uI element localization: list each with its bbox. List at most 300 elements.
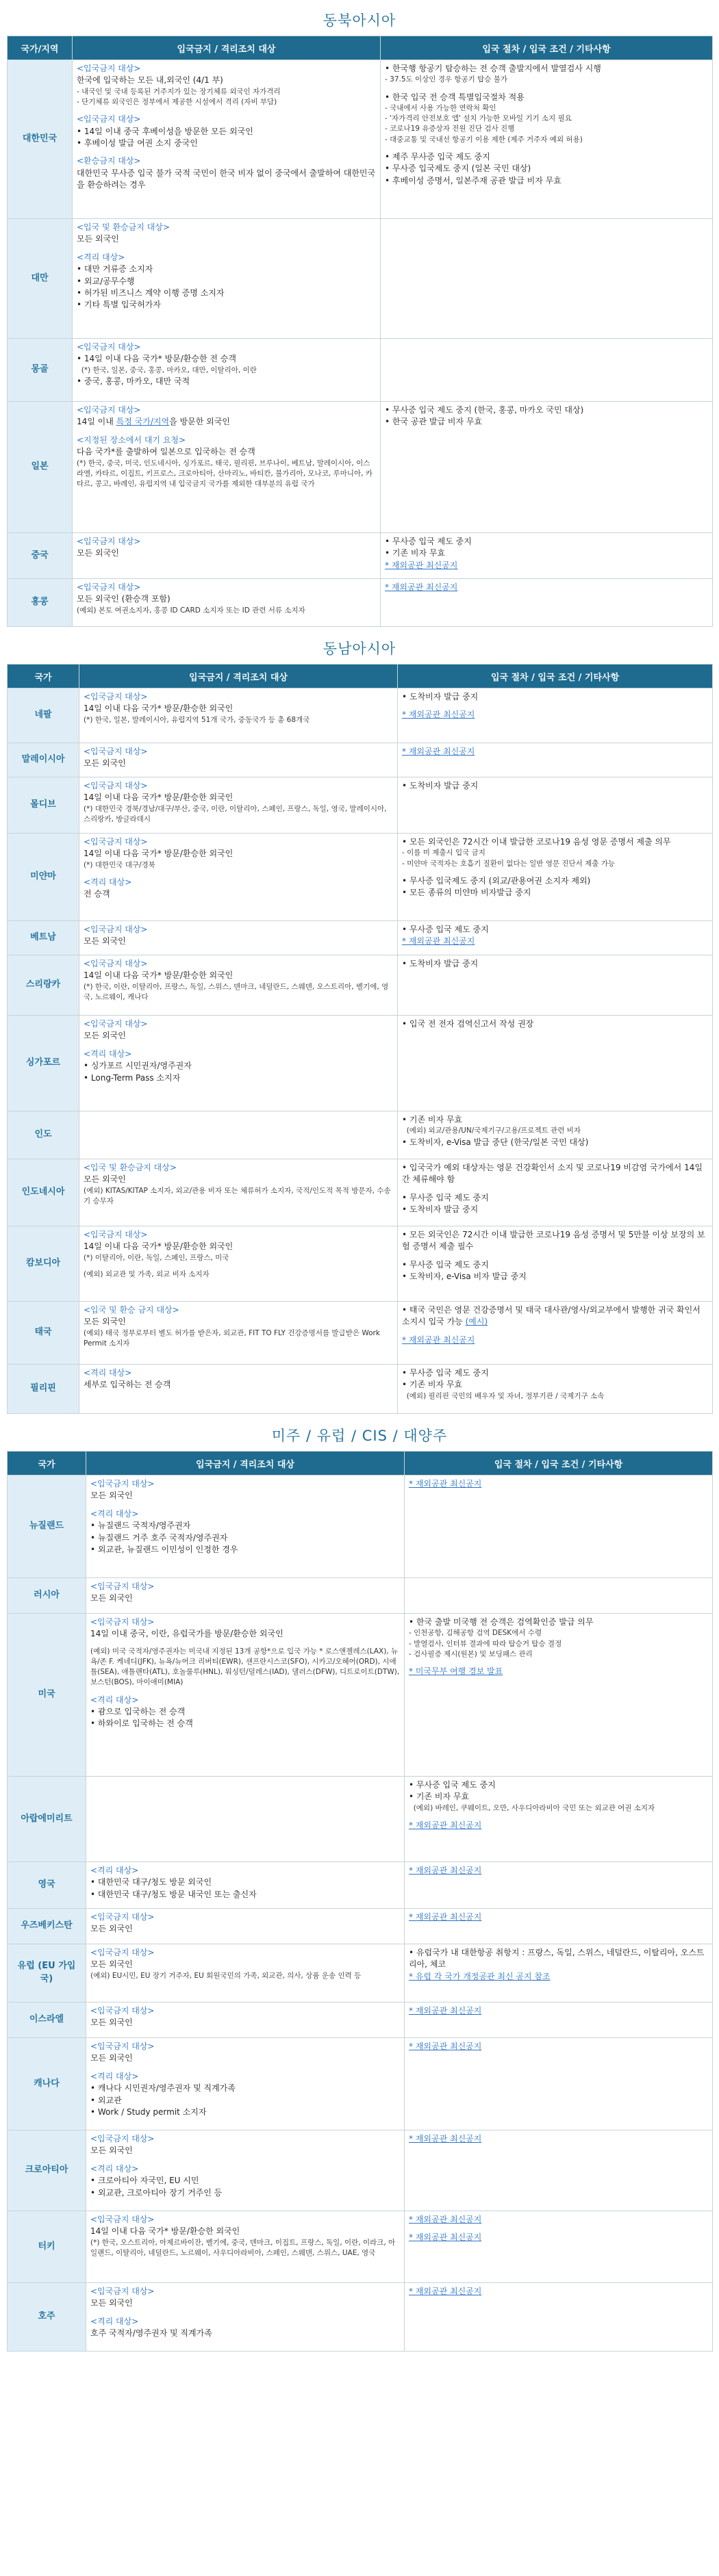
country-philippines: 필리핀 [8, 1365, 79, 1414]
country-israel: 이스라엘 [8, 2002, 86, 2038]
table-row [8, 921, 713, 955]
eu-ban-text: 모든 외국인 [90, 1959, 133, 1970]
usa-condition: • 한국 출발 미국행 전 승객은 검역확인증 발급 의무 [409, 1617, 594, 1627]
thailand-example-link[interactable]: (예시) [465, 1317, 488, 1327]
embassy-notice-link[interactable]: * 재외공관 최신공지 [409, 1866, 482, 1875]
turkey-ban-cell [86, 2211, 405, 2283]
eu-procedure-cell [405, 1944, 713, 2002]
uae-condition: • 무사증 입국 제도 중지 [409, 1780, 496, 1790]
embassy-notice-link[interactable]: * 재외공관 최신공지 [402, 747, 475, 756]
russia-procedure-cell [405, 1578, 713, 1614]
uk-ban-cell [86, 1862, 405, 1909]
label-entry-ban: <입국금지 대상> [84, 781, 148, 790]
table-row [8, 955, 713, 1016]
country-thailand: 태국 [8, 1302, 79, 1365]
label-entry-ban: <입국금지 대상> [90, 2215, 155, 2224]
canada-quarantine-item: • Work / Study permit 소지자 [90, 2107, 207, 2117]
china-ban-cell [73, 533, 381, 579]
col-header-procedure: 입국 절차 / 입국 조건 / 기타사항 [381, 36, 713, 60]
china-ban-text: 모든 외국인 [77, 548, 119, 558]
korea-condition: 후베이성 증명서, 일본주재 공관 발급 비자 무효 [392, 175, 562, 185]
myanmar-quarantine-text: 전 승객 [84, 889, 110, 899]
col-header-country: 국가 [8, 1452, 86, 1476]
malaysia-ban-cell [79, 743, 398, 777]
cambodia-condition: • 모든 외국인은 72시간 이내 발급한 코로나19 음성 증명서 및 5만불 이상 보장의 보험 증명서 제출 필수 [402, 1230, 705, 1252]
korea-condition-sub: - '자가격리 안전보호 앱' 설치 가능한 모바일 기기 소지 필요 [385, 114, 708, 124]
singapore-ban-text: 모든 외국인 [84, 1031, 126, 1041]
usa-quarantine-item: • 괌으로 입국하는 전 승객 [90, 1707, 186, 1717]
label-quarantine: <격리 대상> [90, 2071, 139, 2081]
malaysia-ban-text: 모든 외국인 [84, 758, 126, 769]
col-header-country: 국가 [8, 665, 79, 688]
uzbekistan-ban-cell [86, 1909, 405, 1944]
indonesia-procedure-cell [398, 1159, 713, 1226]
indonesia-condition: • 무사증 입국 제도 중지 [402, 1192, 489, 1202]
korea-ban-text: 한국에 입국하는 모든 내,외국인 (4/1 부) [77, 75, 223, 86]
canada-quarantine-item: • 외교관 [90, 2095, 122, 2105]
eu-exception: (예외) EU시민, EU 장기 거주자, EU 회원국민의 가족, 외교관, 의사, 상품 운송 인력 등 [90, 1971, 362, 1980]
mongolia-ban-item: 14일 이내 다음 국가* 방문/환승한 전 승객 [84, 354, 236, 364]
country-vietnam: 베트남 [8, 921, 79, 955]
singapore-quarantine-item: • Long-Term Pass 소지자 [84, 1072, 181, 1083]
embassy-notice-link[interactable]: * 재외공관 최신공지 [409, 2287, 482, 2296]
canada-ban-text: 모든 외국인 [90, 2053, 133, 2063]
maldives-country-list: (*) 대한민국 경북/경남/대구/부산, 중국, 이란, 이탈리아, 스페인, 프랑스, 독일, 영국, 말레이시아, 스리랑카, 방글라데시 [84, 804, 387, 823]
label-quarantine: <격리 대상> [84, 1368, 132, 1378]
hongkong-exception: (예외) 본토 여권소지자, 홍콩 ID CARD 소지자 또는 ID 관련 서류 소지자 [77, 606, 305, 615]
indonesia-exception: (예외) KITAS/KITAP 소지자, 외교/관용 비자 또는 체류허가 소지자, 국적/인도적 목적 방문자, 수송기 승무자 [84, 1186, 391, 1205]
israel-ban-cell [86, 2002, 405, 2038]
hongkong-procedure-cell [381, 579, 713, 627]
philippines-condition: • 기존 비자 무효 [402, 1380, 463, 1390]
table-row [8, 2002, 713, 2038]
country-uzbekistan: 우즈베키스탄 [8, 1909, 86, 1944]
japan-ban-text: 14일 이내 [77, 417, 116, 427]
embassy-notice-link[interactable]: * 재외공관 최신공지 [402, 936, 475, 946]
country-cambodia: 캄보디아 [8, 1226, 79, 1302]
myanmar-condition: • 모든 외국인은 72시간 이내 발급한 코로나19 음성 영문 증명서 제출 의무 [402, 837, 671, 847]
country-china: 중국 [8, 533, 73, 579]
japan-country-list: (*) 한국, 중국, 미국, 인도네시아, 싱가포르, 태국, 필리핀, 브루나이, 베트남, 말레이시아, 이스라엘, 카타르, 이집트, 키프로스, 크로아티아, 산마리노, 바티칸, 불가리아, 모나코, 루마니아, 카타르, 콩고, 바레인, 유럽지역 내 입국금지 국가를 제외한 대부분의 유럽 국가 [77, 459, 373, 488]
indonesia-ban-text: 모든 외국인 [84, 1174, 126, 1185]
indonesia-condition: • 입국국가 예외 대상자는 영문 건강확인서 소지 및 코로나19 비감염 국가에서 14일 간 체류해야 함 [402, 1163, 703, 1185]
mongolia-ban-item: 중국, 홍콩, 마카오, 대만 국적 [84, 376, 190, 386]
col-header-procedure: 입국 절차 / 입국 조건 / 기타사항 [398, 665, 713, 688]
embassy-notice-link[interactable]: * 재외공관 최신공지 [409, 1912, 482, 1922]
table-row [8, 1578, 713, 1614]
country-japan: 일본 [8, 402, 73, 533]
country-korea: 대한민국 [8, 60, 73, 219]
nepal-country-list: (*) 한국, 일본, 말레이시아, 유럽지역 51개 국가, 중동국가 등 총 68개국 [84, 715, 310, 724]
srilanka-ban-text: 14일 이내 다음 국가* 방문/환승한 외국인 [84, 970, 234, 981]
myanmar-country-list: (*) 대한민국 대구/경북 [84, 860, 155, 869]
label-entry-ban: <입국금지 대상> [90, 1948, 155, 1957]
country-australia: 호주 [8, 2283, 86, 2352]
uk-quarantine-item: • 대한민국 대구/청도 방문 내국인 또는 출신자 [90, 1889, 257, 1899]
table-row [8, 1226, 713, 1302]
table-row [8, 219, 713, 339]
philippines-quarantine-text: 세부로 입국하는 전 승객 [84, 1380, 171, 1390]
russia-ban-text: 모든 외국인 [90, 1593, 133, 1603]
country-hongkong: 홍콩 [8, 579, 73, 627]
country-canada: 캐나다 [8, 2038, 86, 2130]
label-entry-ban: <입국금지 대상> [77, 342, 141, 352]
maldives-procedure-cell [398, 777, 713, 834]
israel-ban-text: 모든 외국인 [90, 2018, 133, 2028]
label-entry-ban: <입국금지 대상> [90, 1617, 155, 1627]
korea-ban-sub: - 내국인 및 국내 등록된 거주지가 있는 장기체류 외국인 자가격리 [77, 87, 376, 97]
korea-condition: 한국 입국 전 승객 특별입국절차 적용 [392, 92, 525, 102]
korea-procedure-cell: • 한국행 항공기 탑승하는 전 승객 출발지에서 발열검사 시행 - 37.5도 이상인 경우 항공기 탑승 불가 • 한국 입국 전 승객 특별입국절차 적용 - 국내에서 사용 가능한 연락처 확인 - '자가격리 안전보호 앱' 설치 가능한 모바일 기기 소지 필요 - 코로나19 유증상자 전원 진단 검사 진행 - 대중교통 및 국내선 항공기 이용 제한 (제주 거주자 예외 허용) • 제주 무사증 입국 제도 중지 • 무사증 입국제도 중지 (일본 국민 대상) • 후베이성 증명서, 일본주재 공관 발급 비자 무효 [381, 60, 713, 219]
country-malaysia: 말레이시아 [8, 743, 79, 777]
india-procedure-cell [398, 1111, 713, 1159]
label-entry-ban: <입국금지 대상> [77, 582, 141, 592]
maldives-ban-cell [79, 777, 398, 834]
col-header-ban: 입국금지 / 격리조치 대상 [73, 36, 381, 60]
country-singapore: 싱가포르 [8, 1016, 79, 1111]
usa-travel-advisory-link[interactable]: * 미국무부 여행 경보 발표 [409, 1666, 503, 1677]
usa-exception: (예외) 미국 국적자/영주권자는 미국내 지정된 13개 공항*으로 입국 가능 * 로스앤젤레스(LAX), 뉴욕/존 F. 케네디(JFK), 뉴욕/뉴어크 리버티(EWR), 샌프란시스코(SFO), 시카고/오헤어(ORD), 시애틀(SEA), 애틀랜타(ATL), 호놀룰루(HNL), 워싱턴/덜레스(IAD), 댈러스(DFW), 디트로이트(DTW), 보스턴(BOS), 마이애미(MIA) [90, 1647, 400, 1687]
japan-procedure-cell [381, 402, 713, 533]
country-usa: 미국 [8, 1614, 86, 1777]
nepal-procedure-cell [398, 688, 713, 743]
croatia-procedure-cell [405, 2130, 713, 2211]
australia-ban-cell [86, 2283, 405, 2352]
country-turkey: 터키 [8, 2211, 86, 2283]
label-entry-ban: <입국금지 대상> [84, 925, 148, 934]
table-row [8, 402, 713, 533]
label-entry-ban: <입국금지 대상> [90, 2287, 155, 2296]
label-ban-transit: <입국 및 환승 금지 대상> [84, 1305, 179, 1315]
canada-procedure-cell [405, 2038, 713, 2130]
china-procedure-cell [381, 533, 713, 579]
country-india: 인도 [8, 1111, 79, 1159]
thailand-exception: (예외) 태국 정부로부터 별도 허가를 받은자, 외교관, FIT TO FLY 건강증명서를 발급받은 Work Permit 소지자 [84, 1328, 380, 1348]
country-uae: 아랍에미리트 [8, 1777, 86, 1862]
mongolia-ban-cell: <입국금지 대상> • 14일 이내 다음 국가* 방문/환승한 전 승객 (*) 한국, 일본, 중국, 홍콩, 마카오, 대만, 이탈리아, 이란 • 중국, 홍콩, 마카오, 대만 국적 [73, 339, 381, 402]
embassy-notice-link[interactable]: * 재외공관 최신공지 [409, 2006, 482, 2015]
vietnam-condition: • 무사증 입국 제도 중지 [402, 925, 489, 934]
hongkong-ban-cell [73, 579, 381, 627]
taiwan-quarantine-item: • 허가된 비즈니스 계약 이행 증명 소지자 [77, 287, 376, 299]
turkey-ban-text: 14일 이내 다음 국가* 방문/환승한 외국인 [90, 2226, 240, 2237]
label-entry-ban: <입국금지 대상> [90, 2006, 155, 2015]
table-row [8, 777, 713, 834]
myanmar-ban-text: 14일 이내 다음 국가* 방문/환승한 외국인 [84, 849, 234, 859]
embassy-notice-link[interactable]: * 재외공관 최신공지 [409, 2042, 482, 2051]
table-row [8, 1614, 713, 1777]
thailand-ban-cell [79, 1302, 398, 1365]
canada-quarantine-item: • 캐나다 시민권자/영주권자 및 직계가족 [90, 2083, 236, 2094]
table-row [8, 743, 713, 777]
table-row [8, 2130, 713, 2211]
label-entry-ban: <입국금지 대상> [90, 2134, 155, 2143]
country-maldives: 몰디브 [8, 777, 79, 834]
thailand-condition: • 태국 국민은 영문 건강증명서 및 태국 대사관/영사/외교부에서 발행한 귀국 확인서 소지시 입국 가능 [402, 1305, 701, 1327]
usa-condition-sub: - 인천공항, 김해공항 검역 DESK에서 수령 [409, 1628, 708, 1638]
taiwan-ban-cell [73, 219, 381, 339]
country-croatia: 크로아티아 [8, 2130, 86, 2211]
japan-country-link[interactable]: 특정 국가/지역 [116, 417, 170, 427]
korea-ban-sub: - 단기체류 외국인은 정부에서 제공한 시설에서 격리 (자비 부담) [77, 97, 376, 107]
croatia-ban-text: 모든 외국인 [90, 2146, 133, 2156]
cambodia-condition: • 도착비자, e-Visa 비자 발급 중지 [402, 1272, 527, 1282]
srilanka-country-list: (*) 한국, 이란, 이탈리아, 프랑스, 독일, 스위스, 덴마크, 네덜란드, 스웨덴, 오스트리아, 벨기에, 영국, 노르웨이, 캐나다 [84, 982, 389, 1001]
srilanka-condition: • 도착비자 발급 중지 [402, 959, 479, 968]
label-quarantine: <격리 대상> [84, 1048, 132, 1059]
label-entry-ban: <입국금지 대상> [84, 747, 148, 756]
uzbekistan-procedure-cell [405, 1909, 713, 1944]
section-title-northeast-asia: 동북아시아 [323, 12, 396, 29]
country-eu: 유럽 (EU 가입국) [8, 1944, 86, 2002]
india-condition: • 도착비자, e-Visa 발급 중단 (한국/일본 국민 대상) [402, 1137, 589, 1147]
japan-quarantine-text: 다음 국가*를 출발하여 일본으로 입국하는 전 승객 [77, 447, 255, 457]
singapore-procedure-cell [398, 1016, 713, 1111]
turkey-country-list: (*) 한국, 오스트리아, 아제르바이잔, 벨기에, 중국, 덴마크, 이집트, 프랑스, 독일, 이란, 이라크, 아일랜드, 이탈리아, 네덜란드, 노르웨이, 사우디아라비아, 스페인, 스웨덴, 스위스, UAE, 영국 [90, 2238, 396, 2257]
korea-ban-item: • 후베이성 발급 여권 소지 중국인 [77, 138, 376, 149]
korea-condition: 무사증 입국제도 중지 (일본 국민 대상) [392, 164, 531, 174]
indonesia-ban-cell [79, 1159, 398, 1226]
taiwan-quarantine-item: • 외교/공무수행 [77, 276, 376, 287]
col-header-ban: 입국금지 / 격리조치 대상 [79, 665, 398, 688]
country-myanmar: 미얀마 [8, 834, 79, 921]
nepal-ban-text: 14일 이내 다음 국가* 방문/환승한 외국인 [84, 704, 234, 714]
label-entry-ban: <입국금지 대상> [77, 405, 141, 415]
table-row [8, 1777, 713, 1862]
korea-condition: 한국행 항공기 탑승하는 전 승객 출발지에서 발열검사 시행 [392, 64, 601, 73]
usa-procedure-cell [405, 1614, 713, 1777]
southeast-asia-table [7, 664, 713, 1414]
australia-quarantine-item: 호주 국적자/영주권자 및 직계가족 [90, 2328, 212, 2339]
russia-ban-cell [86, 1578, 405, 1614]
indonesia-condition: • 도착비자 발급 중지 [402, 1205, 479, 1215]
philippines-exception: (예외) 필리핀 국민의 배우자 및 자녀, 정부기관 / 국제기구 소속 [406, 1391, 605, 1400]
section-title-americas-europe: 미주 / 유럽 / CIS / 대양주 [271, 1428, 448, 1444]
croatia-ban-cell [86, 2130, 405, 2211]
label-quarantine: <격리 대상> [90, 2316, 139, 2326]
usa-condition-sub: - 검사필증 제시(원본) 및 보딩패스 관리 [409, 1649, 708, 1660]
country-newzealand: 뉴질랜드 [8, 1476, 86, 1578]
embassy-notice-link[interactable]: * 재외공관 최신공지 [402, 1335, 475, 1345]
china-condition: • 기존 비자 무효 [385, 548, 446, 558]
section-title-southeast-asia: 동남아시아 [323, 641, 396, 657]
nepal-ban-cell [79, 688, 398, 743]
usa-ban-text: 14일 이내 중국, 이란, 유럽국가를 방문/환승한 외국인 [90, 1629, 283, 1639]
uae-exception: (예외) 바레인, 쿠웨이트, 오만, 사우디아라비아 국민 또는 외교관 여권 소지자 [413, 1803, 655, 1812]
col-header-ban: 입국금지 / 격리조치 대상 [86, 1452, 405, 1476]
uae-procedure-cell [405, 1777, 713, 1862]
label-ban-quarantine: <입국 및 환승금지 대상> [84, 1163, 177, 1172]
label-transit-ban: <환승금지 대상> [77, 156, 141, 166]
korea-condition-sub: - 대중교통 및 국내선 항공기 이용 제한 (제주 거주자 예외 허용) [385, 135, 708, 145]
japan-condition: • 한국 공관 발급 비자 무효 [385, 417, 483, 427]
table-row [8, 1111, 713, 1159]
col-header-country: 국가/지역 [8, 36, 73, 60]
label-entry-ban: <입국금지 대상> [77, 64, 141, 73]
myanmar-condition: • 모든 종류의 미얀마 비자발급 중지 [402, 888, 531, 898]
korea-condition-sub: - 37.5도 이상인 경우 항공기 탑승 불가 [385, 75, 708, 85]
country-srilanka: 스리랑카 [8, 955, 79, 1016]
india-condition: • 기존 비자 무효 [402, 1115, 463, 1124]
label-entry-ban: <입국금지 대상> [90, 1912, 155, 1922]
turkey-procedure-cell [405, 2211, 713, 2283]
table-row [8, 688, 713, 743]
australia-ban-text: 모든 외국인 [90, 2298, 133, 2308]
table-row [8, 1016, 713, 1111]
label-quarantine: <격리 대상> [90, 1866, 139, 1875]
label-entry-ban: <입국금지 대상> [84, 837, 148, 847]
label-entry-ban: <입국금지 대상> [90, 1582, 155, 1591]
label-quarantine: <격리 대상> [90, 1508, 139, 1519]
india-ban-cell [79, 1111, 398, 1159]
embassy-notice-link[interactable]: * 재외공관 최신공지 [409, 1820, 482, 1830]
taiwan-quarantine-item: • 대만 거류증 소지자 [77, 263, 376, 275]
eu-condition: • 유럽국가 내 대한항공 취항지 : 프랑스, 독일, 스위스, 네덜란드, 이탈리아, 오스트리아, 체코 [409, 1948, 705, 1970]
embassy-notice-link[interactable]: * 재외공관 최신공지 [385, 582, 458, 592]
table-row [8, 1944, 713, 2002]
newzealand-procedure-cell [405, 1476, 713, 1578]
embassy-notice-link[interactable]: * 재외공관 최신공지 [409, 2232, 482, 2243]
maldives-ban-text: 14일 이내 다음 국가* 방문/환승한 외국인 [84, 793, 234, 803]
myanmar-condition-sub: - 미얀마 국적자는 호흡기 질환이 없다는 일반 영문 진단서 제출 가능 [402, 859, 708, 869]
label-ban-quarantine: <입국 및 환승금지 대상> [77, 222, 170, 232]
canada-ban-cell [86, 2038, 405, 2130]
label-entry-ban: <입국금지 대상> [84, 1019, 148, 1029]
usa-quarantine-item: • 하와이로 입국하는 전 승객 [90, 1718, 193, 1729]
table-row [8, 60, 713, 219]
vietnam-procedure-cell [398, 921, 713, 955]
japan-ban-text: 을 방문한 외국인 [169, 417, 230, 427]
country-nepal: 네팔 [8, 688, 79, 743]
mongolia-country-list: (*) 한국, 일본, 중국, 홍콩, 마카오, 대만, 이탈리아, 이란 [81, 365, 257, 374]
japan-ban-cell [73, 402, 381, 533]
country-taiwan: 대만 [8, 219, 73, 339]
label-entry-ban: <입국금지 대상> [90, 1479, 155, 1489]
country-uk: 영국 [8, 1862, 86, 1909]
japan-condition: • 무사증 입국 제도 중지 (한국, 홍콩, 마카오 국민 대상) [385, 405, 584, 415]
cambodia-condition: • 무사증 입국 제도 중지 [402, 1259, 489, 1270]
cambodia-ban-text: 14일 이내 다음 국가* 방문/환승한 외국인 [84, 1241, 234, 1252]
singapore-condition: • 입국 전 전자 검역신고서 작성 권장 [402, 1019, 534, 1029]
korea-condition-sub: - 코로나19 유증상자 전원 진단 검사 진행 [385, 124, 708, 134]
vietnam-ban-text: 모든 외국인 [84, 936, 126, 946]
philippines-ban-cell [79, 1365, 398, 1414]
singapore-ban-cell [79, 1016, 398, 1111]
label-quarantine: <격리 대상> [90, 2163, 139, 2174]
embassy-notice-link[interactable]: * 재외공관 최신공지 [409, 2134, 482, 2143]
table-row [8, 1159, 713, 1226]
embassy-notice-link[interactable]: * 재외공관 최신공지 [409, 1479, 482, 1489]
table-row [8, 1909, 713, 1944]
vietnam-ban-cell [79, 921, 398, 955]
malaysia-procedure-cell [398, 743, 713, 777]
label-entry-ban: <입국금지 대상> [84, 692, 148, 701]
taiwan-quarantine-item: • 기타 특별 입국허가자 [77, 299, 376, 311]
thailand-ban-text: 모든 외국인 [84, 1317, 126, 1327]
usa-ban-cell [86, 1614, 405, 1777]
korea-ban-cell [73, 60, 381, 219]
label-entry-ban: <입국금지 대상> [84, 959, 148, 968]
label-quarantine: <격리 대상> [84, 877, 132, 887]
newzealand-ban-cell [86, 1476, 405, 1578]
china-condition: • 무사증 입국 제도 중지 [385, 537, 472, 546]
singapore-quarantine-item: • 싱가포르 시민권자/영주권자 [84, 1061, 192, 1071]
croatia-quarantine-item: • 외교관, 크로아티아 장기 거주인 등 [90, 2187, 223, 2198]
mongolia-procedure-cell [381, 339, 713, 402]
cambodia-ban-cell [79, 1226, 398, 1302]
myanmar-condition: • 무사증 입국제도 중지 (외교/관용여권 소지자 제외) [402, 875, 591, 886]
table-row [8, 1365, 713, 1414]
table-row [8, 2283, 713, 2352]
embassy-notice-link[interactable]: * 재외공관 최신공지 [409, 2215, 482, 2224]
australia-procedure-cell [405, 2283, 713, 2352]
label-entry-ban: <입국금지 대상> [90, 2042, 155, 2051]
cambodia-procedure-cell [398, 1226, 713, 1302]
cambodia-exception: (예외) 외교관 및 가족, 외교 비자 소지자 [84, 1270, 210, 1278]
korea-condition: 제주 무사증 입국 제도 중지 [392, 151, 490, 162]
korea-ban-item: • 14일 이내 중국 후베이성을 방문한 모든 외국인 [77, 126, 376, 138]
table-row [8, 1302, 713, 1365]
embassy-notice-link[interactable]: * 재외공관 최신공지 [402, 710, 475, 720]
col-header-procedure: 입국 절차 / 입국 조건 / 기타사항 [405, 1452, 713, 1476]
label-special-quarantine: <지정된 장소에서 대기 요청> [77, 435, 186, 445]
table-row [8, 2211, 713, 2283]
usa-condition-sub: - 발열검사, 인터뷰 결과에 따라 탑승거 탑승 결정 [409, 1639, 708, 1649]
label-quarantine: <격리 대상> [77, 252, 125, 262]
maldives-condition: • 도착비자 발급 중지 [402, 781, 479, 790]
myanmar-condition-sub: - 이를 미 제출시 입국 금지 [402, 848, 708, 858]
table-row [8, 1476, 713, 1578]
india-exception: (예외) 외교/관용/UN/국제기구/고용/프로젝트 관련 비자 [406, 1126, 581, 1135]
label-entry-ban: <입국금지 대상> [77, 114, 141, 125]
table-row [8, 339, 713, 402]
israel-procedure-cell [405, 2002, 713, 2038]
srilanka-ban-cell [79, 955, 398, 1016]
label-entry-ban: <입국금지 대상> [77, 537, 141, 546]
country-russia: 러시아 [8, 1578, 86, 1614]
newzealand-quarantine-item: • 뉴질랜드 거주 호주 국적자/영주권자 [90, 1532, 228, 1543]
thailand-procedure-cell [398, 1302, 713, 1365]
myanmar-procedure-cell [398, 834, 713, 921]
croatia-quarantine-item: • 크로아티아 자국민, EU 시민 [90, 2176, 199, 2186]
hongkong-ban-text: 모든 외국인 (환승객 포함) [77, 594, 171, 604]
country-indonesia: 인도네시아 [8, 1159, 79, 1226]
uae-condition: • 기존 비자 무효 [409, 1792, 470, 1802]
table-row [8, 2038, 713, 2130]
label-entry-ban: <입국금지 대상> [84, 1230, 148, 1239]
korea-transit-text: 대한민국 무사증 입국 불가 국적 국민이 한국 비자 없이 중국에서 출발하여 대한민국을 환승하려는 경우 [77, 168, 376, 190]
nepal-condition: • 도착비자 발급 중지 [402, 692, 479, 701]
table-row [8, 579, 713, 627]
table-row [8, 1862, 713, 1909]
embassy-notice-link[interactable]: * 재외공관 최신공지 [385, 560, 458, 570]
newzealand-quarantine-item: • 외교관, 뉴질랜드 이민성이 인정한 경우 [90, 1544, 238, 1554]
korea-condition-sub: - 국내에서 사용 가능한 연락처 확인 [385, 103, 708, 114]
label-quarantine: <격리 대상> [90, 1695, 139, 1705]
uzbekistan-ban-text: 모든 외국인 [90, 1924, 133, 1934]
taiwan-ban-text: 모든 외국인 [77, 234, 119, 244]
philippines-procedure-cell [398, 1365, 713, 1414]
cambodia-country-list: (*) 이탈리아, 이란, 독일, 스페인, 프랑스, 미국 [84, 1253, 229, 1262]
table-row [8, 533, 713, 579]
newzealand-ban-text: 모든 외국인 [90, 1491, 133, 1501]
americas-europe-table [7, 1451, 713, 2352]
uk-procedure-cell [405, 1862, 713, 1909]
northeast-asia-table [7, 36, 713, 627]
eu-embassy-link[interactable]: * 유럽 각 국가 개정공관 최신 공지 참조 [409, 1971, 551, 1981]
table-row [8, 834, 713, 921]
uk-quarantine-item: • 대한민국 대구/청도 방문 외국인 [90, 1877, 212, 1888]
